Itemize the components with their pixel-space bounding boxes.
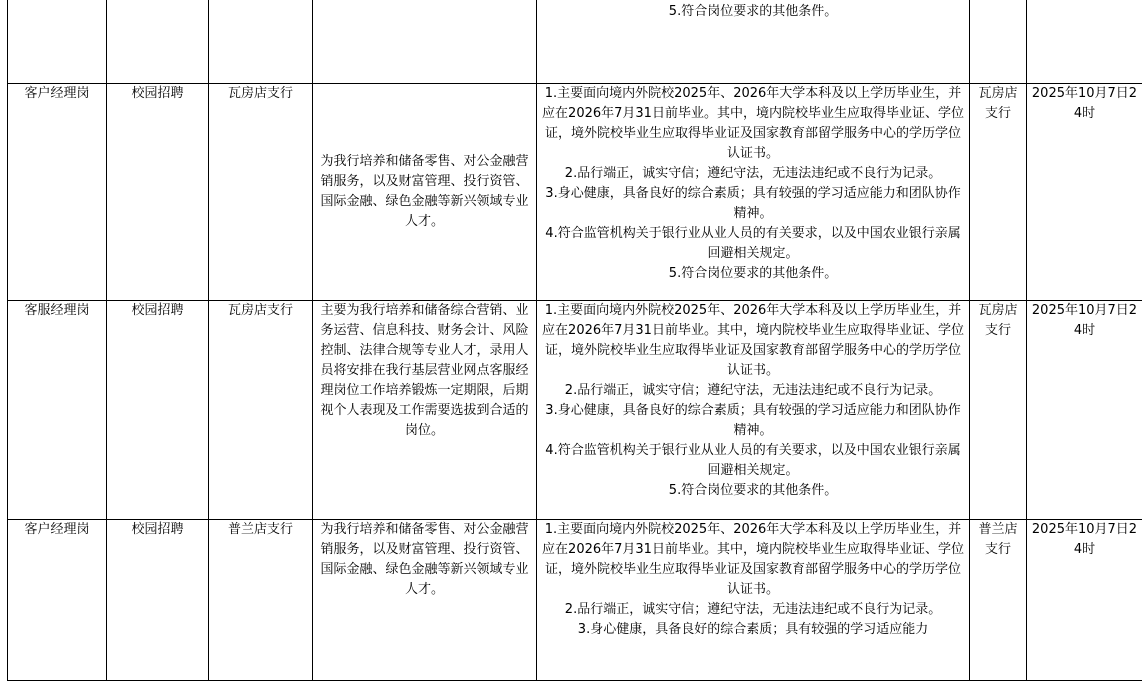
table-row xyxy=(8,520,1142,681)
requirement-item: 4.符合监管机构关于银行业从业人员的有关要求，以及中国农业银行亲属回避相关规定。 xyxy=(540,224,966,264)
workplace-cell: 瓦房店支行 xyxy=(970,301,1027,520)
deadline-cell: 2025年10月7日24时 xyxy=(1027,84,1142,301)
requirement-item: 3.身心健康，具备良好的综合素质；具有较强的学习适应能力和团队协作精神。 xyxy=(540,401,966,441)
requirement-item: 4.符合监管机构关于银行业从业人员的有关要求，以及中国农业银行亲属回避相关规定。 xyxy=(540,441,966,481)
requirement-item: 2.品行端正，诚实守信；遵纪守法，无违法违纪或不良行为记录。 xyxy=(540,164,966,184)
requirement-item: 1.主要面向境内外院校2025年、2026年大学本科及以上学历毕业生，并应在2026年7月31日前毕业。其中，境内院校毕业生应取得毕业证、学位证，境外院校毕业生应取得毕业证及国家教育部留学服务中心的学历学位认证书。 xyxy=(540,520,966,600)
branch-cell xyxy=(209,0,313,84)
workplace-cell: 瓦房店支行 xyxy=(970,84,1027,301)
position-cell: 客户经理岗 xyxy=(8,520,107,681)
table-row xyxy=(8,0,1142,84)
deadline-cell: 2025年10月7日24时 xyxy=(1027,520,1142,681)
requirement-item: 2.品行端正，诚实守信；遵纪守法，无违法违纪或不良行为记录。 xyxy=(540,381,966,401)
branch-cell: 瓦房店支行 xyxy=(209,84,313,301)
recruit-type-cell: 校园招聘 xyxy=(107,301,209,520)
workplace-cell: 普兰店支行 xyxy=(970,520,1027,681)
requirements-cell xyxy=(537,301,970,520)
workplace-cell xyxy=(970,0,1027,84)
position-cell: 客服经理岗 xyxy=(8,301,107,520)
deadline-cell xyxy=(1027,0,1142,84)
requirements-cell xyxy=(537,0,970,84)
description-cell xyxy=(313,0,537,84)
recruit-type-cell: 校园招聘 xyxy=(107,520,209,681)
requirement-item: 1.主要面向境内外院校2025年、2026年大学本科及以上学历毕业生，并应在2026年7月31日前毕业。其中，境内院校毕业生应取得毕业证、学位证，境外院校毕业生应取得毕业证及国家教育部留学服务中心的学历学位认证书。 xyxy=(540,84,966,164)
branch-cell: 瓦房店支行 xyxy=(209,301,313,520)
requirement-item: 5.符合岗位要求的其他条件。 xyxy=(540,2,966,22)
position-cell xyxy=(8,0,107,84)
position-cell: 客户经理岗 xyxy=(8,84,107,301)
requirements-cell xyxy=(537,520,970,681)
requirement-item: 2.品行端正，诚实守信；遵纪守法，无违法违纪或不良行为记录。 xyxy=(540,600,966,620)
requirement-item: 1.主要面向境内外院校2025年、2026年大学本科及以上学历毕业生，并应在2026年7月31日前毕业。其中，境内院校毕业生应取得毕业证、学位证，境外院校毕业生应取得毕业证及国家教育部留学服务中心的学历学位认证书。 xyxy=(540,301,966,381)
requirement-item: 5.符合岗位要求的其他条件。 xyxy=(540,481,966,501)
deadline-cell: 2025年10月7日24时 xyxy=(1027,301,1142,520)
description-cell: 为我行培养和储备零售、对公金融营销服务，以及财富管理、投行资管、国际金融、绿色金融等新兴领域专业人才。 xyxy=(313,84,537,301)
description-cell: 为我行培养和储备零售、对公金融营销服务，以及财富管理、投行资管、国际金融、绿色金融等新兴领域专业人才。 xyxy=(313,520,537,681)
table-row xyxy=(8,84,1142,301)
requirement-item: 3.身心健康，具备良好的综合素质；具有较强的学习适应能力和团队协作精神。 xyxy=(540,184,966,224)
description-cell: 主要为我行培养和储备综合营销、业务运营、信息科技、财务会计、风险控制、法律合规等专业人才，录用人员将安排在我行基层营业网点客服经理岗位工作培养锻炼一定期限，后期视个人表现及工作需要选拔到合适的岗位。 xyxy=(313,301,537,520)
requirements-cell xyxy=(537,84,970,301)
recruit-type-cell: 校园招聘 xyxy=(107,84,209,301)
recruitment-table xyxy=(7,0,1142,681)
requirement-item: 3.身心健康，具备良好的综合素质；具有较强的学习适应能力 xyxy=(540,620,966,640)
table-row xyxy=(8,301,1142,520)
recruit-type-cell xyxy=(107,0,209,84)
branch-cell: 普兰店支行 xyxy=(209,520,313,681)
requirement-item: 5.符合岗位要求的其他条件。 xyxy=(540,264,966,284)
